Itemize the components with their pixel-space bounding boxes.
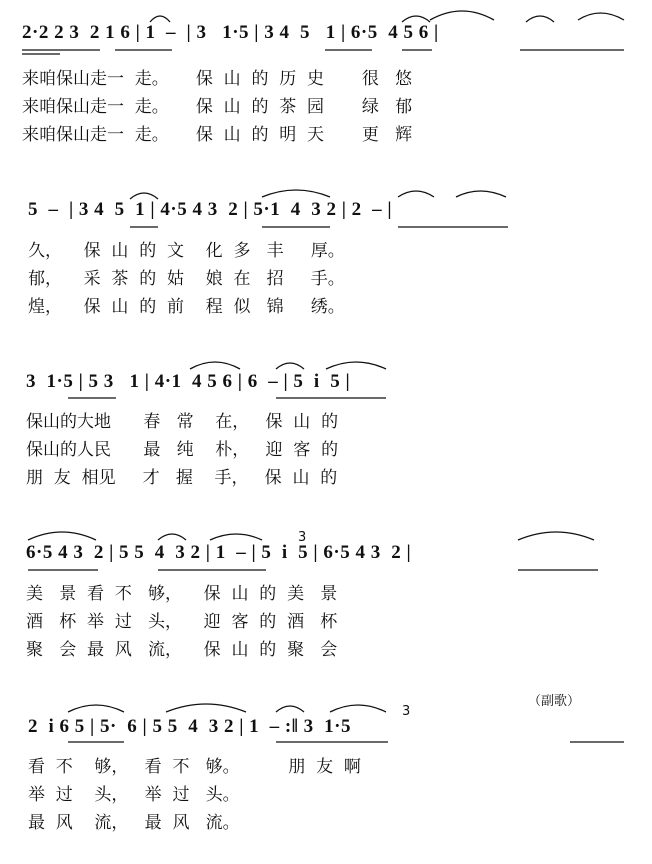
notation-line-3: 3 1·5 | 5 3 1 | 4·1 4 5 6 | 6 – | 5 i 5 | xyxy=(26,371,351,392)
notation-line-4: 6·5 4 3 2 | 5 5 4 3 2 | 1 – | 5 i 5 | 6·5 4 3 2 | xyxy=(26,542,412,563)
lyric-line-4-2: 酒 杯 举 过 头， 迎 客 的 酒 杯 xyxy=(26,612,338,632)
triplet-mark-2: 3 xyxy=(402,704,411,719)
notation-line-5: 2 i 6 5 | 5· 6 | 5 5 4 3 2 | 1 – :‖ 3 1·5 xyxy=(28,716,351,737)
lyric-line-1-3: 来咱保山走一 走。 保 山 的 明 天 更 辉 xyxy=(22,125,413,145)
notation-line-1: 2·2 2 3 2 1 6 | 1 – | 3 1·5 | 3 4 5 1 | 6·5 4 5 6 | xyxy=(22,22,439,43)
triplet-mark-1: 3 xyxy=(298,530,307,545)
chorus-label: （副歌） xyxy=(528,694,581,709)
lyric-line-3-1: 保山的大地 春 常 在， 保 山 的 xyxy=(26,412,339,432)
lyric-line-5-3: 最 风 流， 最 风 流。 xyxy=(28,813,240,833)
lyric-line-3-3: 朋 友 相见 才 握 手， 保 山 的 xyxy=(26,468,338,488)
lyric-line-4-3: 聚 会 最 风 流， 保 山 的 聚 会 xyxy=(26,640,338,660)
lyric-line-1-2: 来咱保山走一 走。 保 山 的 茶 园 绿 郁 xyxy=(22,97,413,117)
lyric-line-5-2: 举 过 头， 举 过 头。 xyxy=(28,785,240,805)
lyric-line-1-1: 来咱保山走一 走。 保 山 的 历 史 很 悠 xyxy=(22,69,413,89)
lyric-line-2-1: 久， 保 山 的 文 化 多 丰 厚。 xyxy=(28,241,345,261)
lyric-line-3-2: 保山的人民 最 纯 朴， 迎 客 的 xyxy=(26,440,339,460)
lyric-line-4-1: 美 景 看 不 够， 保 山 的 美 景 xyxy=(26,584,338,604)
notation-line-2: 5 – | 3 4 5 1 | 4·5 4 3 2 | 5·1 4 3 2 | 2 – | xyxy=(28,199,393,220)
lyric-line-2-3: 煌， 保 山 的 前 程 似 锦 绣。 xyxy=(28,297,345,317)
lyric-line-2-2: 郁， 采 茶 的 姑 娘 在 招 手。 xyxy=(28,269,345,289)
lyric-line-5-1: 看 不 够， 看 不 够。 朋 友 啊 xyxy=(28,757,361,777)
